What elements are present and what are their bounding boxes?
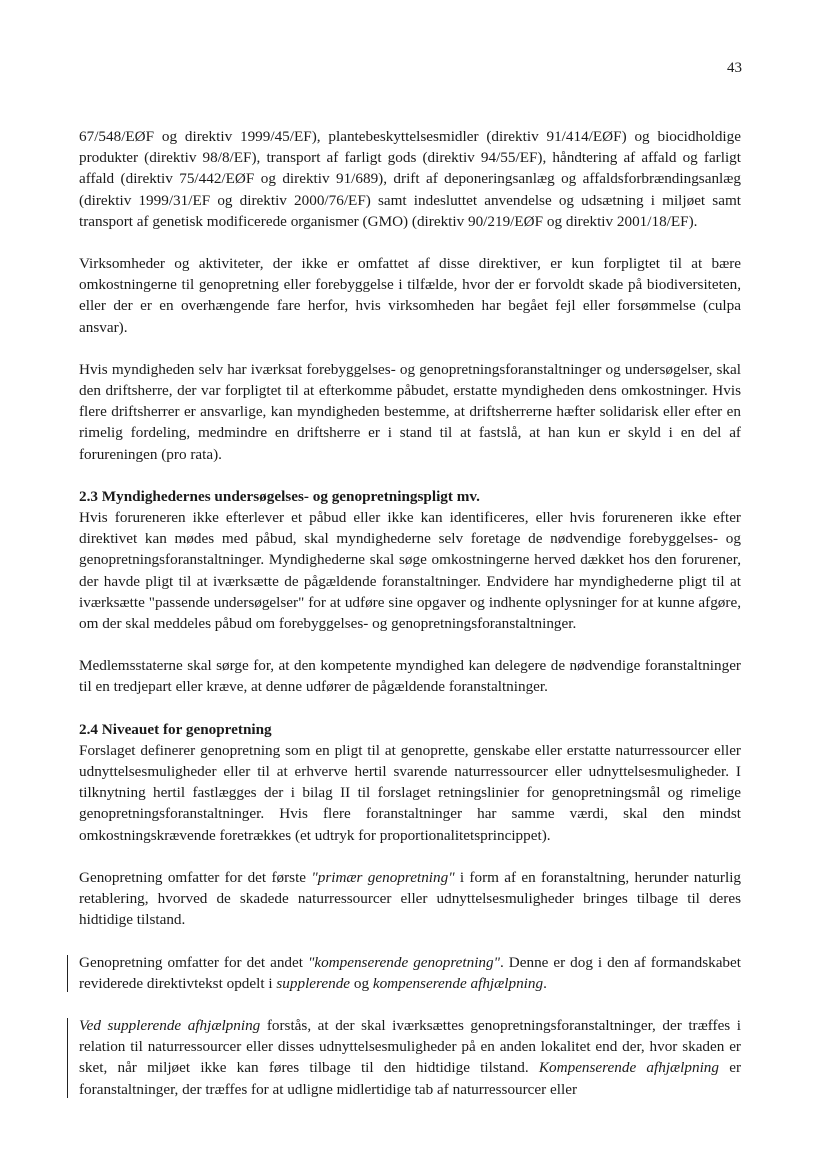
text-span: Genopretning omfatter for det første (79, 868, 312, 886)
paragraph-directives: 67/548/EØF og direktiv 1999/45/EF), plantebeskyttelsesmidler (direktiv 91/414/EØF) og biocidholdige produkter (direktiv 98/8/EF), transport af farligt gods (direktiv 94/55/EF), håndtering af affald og farligt affald (direktiv 75/442/EØF og direktiv 91/689), drift af deponeringsanlæg og affaldsforbrændingsanlæg (direktiv 1999/31/EF og direktiv 2000/76/EF) samt indesluttet anvendelse og udsætning i miljøet samt transport af genetisk modificerede organismer (GMO) (direktiv 90/219/EØF og direktiv 2001/18/EF). (79, 128, 741, 230)
italic-term: Ved supplerende afhjælpning (79, 1016, 261, 1034)
section-heading-2-4: 2.4 Niveauet for genopretning (79, 720, 272, 738)
section-heading-2-3: 2.3 Myndighedernes undersøgelses- og genopretningspligt mv. (79, 487, 480, 505)
italic-term: "primær genopretning" (311, 868, 455, 886)
italic-term: supplerende (276, 974, 351, 992)
italic-term: "kompenserende genopretning" (307, 953, 500, 971)
text-span: er foranstaltninger, der træffes for at udligne midlertidige tab af naturressourcer eller (79, 1059, 741, 1098)
text-span: i form af en foranstaltning, herunder naturlig retablering, hvorved de skadede naturressourcer eller udnyttelsesmuligheder bringes tilbage til deres hidtidige tilstand. (79, 868, 742, 929)
document-body (79, 126, 741, 1121)
paragraph-authority-duty: Hvis forureneren ikke efterlever et påbud eller ikke kan identificeres, eller hvis forureneren ikke efter direktivet kan mødes med påbud, skal myndighederne selv foretage de nødvendige forebyggelses- og genopretningsforanstaltninger. Myndighederne skal søge omkostningerne herved dækket hos den forurener, der havde pligt til at iværksætte de pågældende foranstaltninger. Endvidere har myndighederne pligt til at iværksætte "passende undersøgelser" for at udføre sine opgaver og indhente oplysninger for at kunne afgøre, om der skal meddeles påbud om forebyggelses- og genopretningsforanstaltninger. (79, 509, 741, 633)
section-2-3 (79, 486, 741, 698)
paragraph-culpa-liability: Virksomheder og aktiviteter, der ikke er omfattet af disse direktiver, er kun forpligtet til at bære omkostningerne til genopretning eller forebyggelse i tilfælde, hvor der er forvoldt skade på biodiversiteten, eller der er en overhængende fare herfor, hvis virksomheden har begået fejl eller forsømmelse (culpa ansvar). (79, 255, 741, 336)
text-span: . Denne er dog i den af formandskabet reviderede direktivtekst opdelt i (79, 953, 741, 992)
text-span: forstås, at der skal iværksættes genopretningsforanstaltninger, der træffes i relation til naturressourcer eller disses udnyttelsesmuligheder på en anden lokalitet end der, hvor skaden er sket, når miljøet ikke kan føres tilbage til den hidtidige tilstand. (79, 1016, 741, 1077)
paragraph-compensatory-restoration (79, 952, 741, 994)
text-span: . (543, 974, 547, 992)
paragraph-primary-restoration (79, 867, 741, 931)
paragraph-delegation: Medlemsstaterne skal sørge for, at den kompetente myndighed kan delegere de nødvendige foranstaltninger til en tredjepart eller kræve, at denne udfører de pågældende foranstaltninger. (79, 657, 741, 696)
paragraph-supplementary-remediation (79, 1015, 741, 1100)
text-span: og (350, 974, 373, 992)
text-span: Genopretning omfatter for det andet (79, 953, 308, 971)
paragraph-authority-costs: Hvis myndigheden selv har iværksat forebyggelses- og genopretningsforanstaltninger og undersøgelser, skal den driftsherre, der var forpligtet til at efterkomme påbudet, erstatte myndigheden dens omkostninger. Hvis flere driftsherrer er ansvarlige, kan myndigheden bestemme, at driftsherrerne hæfter solidarisk eller efter en rimelig fordeling, medmindre en driftsherre er i stand til at fastslå, at han kun er skyld i en del af forureningen (pro rata). (79, 360, 741, 463)
section-2-4 (79, 719, 741, 1100)
paragraph-restoration-definition: Forslaget definerer genopretning som en pligt til at genoprette, genskabe eller erstatte naturressourcer eller udnyttelsesmuligheder eller til at erhverve hertil svarende naturressourcer eller udnyttelsesmuligheder. I tilknytning hertil fastlægges der i bilag II til forslaget retningslinier for genopretningsmål og rimelige genopretningsforanstaltninger. Hvis flere foranstaltninger har samme værdi, skal den mindst omkostningskrævende foretrækkes (et udtryk for proportionalitetsprincippet). (79, 741, 741, 844)
italic-term: kompenserende afhjælpning (372, 974, 544, 992)
italic-term: Kompenserende afhjælpning (538, 1059, 719, 1077)
page-number: 43 (727, 60, 742, 76)
